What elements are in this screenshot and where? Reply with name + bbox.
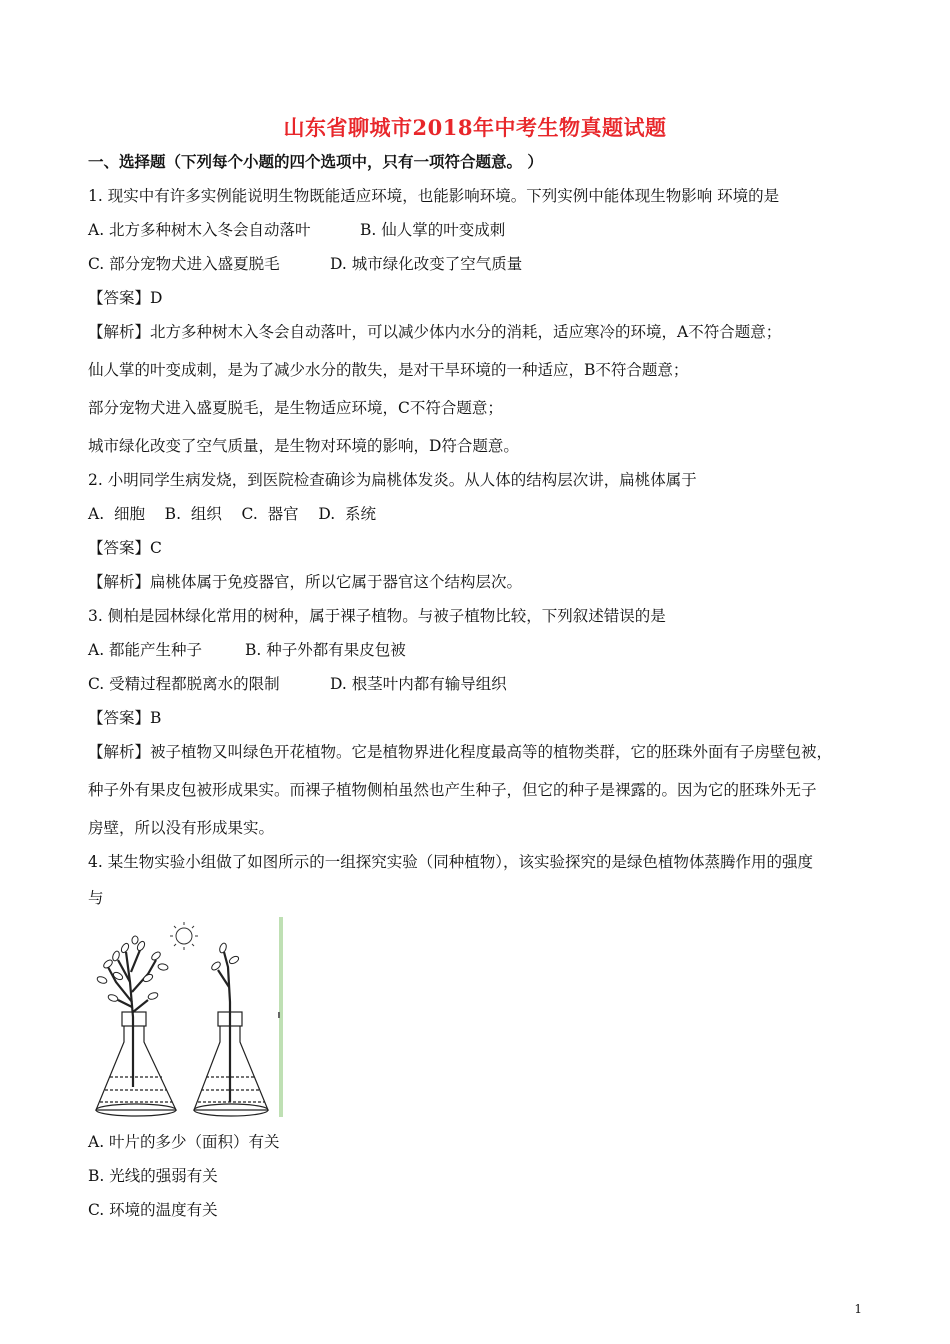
q3-analysis-1: 【解析】被子植物又叫绿色开花植物。它是植物界进化程度最高等的植物类群，它的胚珠外面有子房壁包被，: [88, 743, 833, 761]
q4-option-b: B. 光线的强弱有关: [88, 1167, 218, 1185]
q3-analysis-2: 种子外有果皮包被形成果实。而裸子植物侧柏虽然也产生种子，但它的种子是裸露的。因为它的胚珠外无子: [88, 781, 817, 799]
document-title: 山东省聊城市2018年中考生物真题试题: [283, 115, 667, 140]
q4-option-a: A. 叶片的多少（面积）有关: [88, 1133, 280, 1151]
section-heading: 一、选择题（下列每个小题的四个选项中，只有一项符合题意。 ）: [88, 152, 543, 171]
q1-options-row1: [88, 220, 505, 240]
q4-stem: 4. 某生物实验小组做了如图所示的一组探究实验（同种植物），该实验探究的是绿色植物体蒸腾作用的强度: [88, 853, 813, 871]
q3-option-c: C. 受精过程都脱离水的限制: [88, 675, 280, 693]
q2-options: A. 细胞 B. 组织 C. 器官 D. 系统: [88, 505, 377, 523]
q1-options-row2: [88, 254, 522, 274]
q3-option-d: D. 根茎叶内都有输导组织: [330, 675, 507, 693]
q1-option-b: B. 仙人掌的叶变成刺: [360, 221, 506, 239]
q1-answer: 【答案】D: [88, 289, 163, 307]
q3-options-row1: [88, 640, 406, 660]
q1-option-d: D. 城市绿化改变了空气质量: [330, 255, 523, 273]
q1-option-a: A. 北方多种树木入冬会自动落叶: [88, 221, 311, 239]
q2-analysis: 【解析】扁桃体属于免疫器官，所以它属于器官这个结构层次。: [88, 573, 523, 591]
flask-left: [96, 1012, 176, 1116]
q2-stem: 2. 小明同学生病发烧，到医院检查确诊为扁桃体发炎。从人体的结构层次讲，扁桃体属于: [88, 471, 697, 489]
q3-options-row2: [88, 674, 507, 694]
q1-analysis-1: 【解析】北方多种树木入冬会自动落叶，可以减少体内水分的消耗，适应寒冷的环境，A不符合题意；: [88, 323, 782, 341]
q1-stem: 1. 现实中有许多实例能说明生物既能适应环境，也能影响环境。下列实例中能体现生物影响 环境的是: [88, 187, 780, 205]
experiment-figure: [88, 912, 288, 1122]
leafy-plant-left: [108, 950, 156, 1087]
sun-icon: [170, 922, 198, 950]
q1-analysis-2: 仙人掌的叶变成刺，是为了减少水分的散失，是对干旱环境的一种适应，B不符合题意；: [88, 361, 689, 379]
q1-analysis-4: 城市绿化改变了空气质量，是生物对环境的影响，D符合题意。: [88, 437, 519, 455]
page-number: 1: [854, 1302, 862, 1316]
q3-answer: 【答案】B: [88, 709, 162, 727]
q4-stem-continued: 与: [88, 889, 104, 907]
flask-plants-illustration: [88, 912, 288, 1122]
q1-analysis-3: 部分宠物犬进入盛夏脱毛，是生物适应环境，C不符合题意；: [88, 399, 503, 417]
q1-option-c: C. 部分宠物犬进入盛夏脱毛: [88, 255, 280, 273]
q3-analysis-3: 房壁，所以没有形成果实。: [88, 819, 275, 837]
q4-option-c: C. 环境的温度有关: [88, 1201, 218, 1219]
q2-answer: 【答案】C: [88, 539, 162, 557]
q3-option-a: A. 都能产生种子: [88, 641, 203, 659]
q3-stem: 3. 侧柏是园林绿化常用的树种，属于裸子植物。与被子植物比较，下列叙述错误的是: [88, 607, 666, 625]
q3-option-b: B. 种子外都有果皮包被: [245, 641, 406, 659]
